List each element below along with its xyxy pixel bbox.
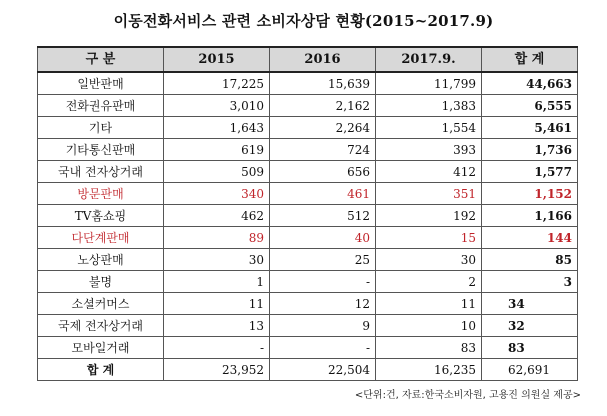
row-category: 방문판매 (38, 183, 164, 205)
total-row-label: 합 계 (38, 359, 164, 381)
row-value-2016: - (270, 271, 376, 293)
row-value-2015: 619 (164, 139, 270, 161)
header-category: 구 분 (38, 47, 164, 72)
consultation-table (37, 46, 578, 381)
table-body (38, 72, 578, 359)
row-value-2017: 1,554 (376, 117, 482, 139)
row-category: 국내 전자상거래 (38, 161, 164, 183)
table-row (38, 293, 578, 315)
header-2015: 2015 (164, 47, 270, 72)
page-title: 이동전화서비스 관련 소비자상담 현황(2015~2017.9) (113, 12, 494, 30)
row-total: 1,736 (482, 139, 578, 161)
row-value-2016: 40 (270, 227, 376, 249)
header-2016: 2016 (270, 47, 376, 72)
row-total: 83 (482, 337, 578, 359)
table-row (38, 227, 578, 249)
source-note: <단위:건, 자료:한국소비자원, 고용진 의원실 제공> (354, 390, 581, 401)
header-2017: 2017.9. (376, 47, 482, 72)
grand-total: 62,691 (482, 359, 578, 381)
row-category: 노상판매 (38, 249, 164, 271)
table-row (38, 95, 578, 117)
row-value-2015: 1,643 (164, 117, 270, 139)
table-row (38, 117, 578, 139)
row-value-2016: 2,264 (270, 117, 376, 139)
row-total: 44,663 (482, 72, 578, 95)
row-value-2016: 656 (270, 161, 376, 183)
row-category: 전화권유판매 (38, 95, 164, 117)
row-value-2017: 11,799 (376, 72, 482, 95)
row-value-2016: 12 (270, 293, 376, 315)
row-value-2017: 10 (376, 315, 482, 337)
table-row (38, 139, 578, 161)
row-category: 기타통신판매 (38, 139, 164, 161)
table-row (38, 205, 578, 227)
row-value-2017: 1,383 (376, 95, 482, 117)
row-total: 3 (482, 271, 578, 293)
row-value-2016: 15,639 (270, 72, 376, 95)
row-total: 1,152 (482, 183, 578, 205)
row-value-2017: 351 (376, 183, 482, 205)
total-2016: 22,504 (270, 359, 376, 381)
row-value-2015: 89 (164, 227, 270, 249)
row-value-2016: 512 (270, 205, 376, 227)
row-value-2016: 724 (270, 139, 376, 161)
row-category: 일반판매 (38, 72, 164, 95)
table-header-row (38, 47, 578, 72)
row-value-2017: 2 (376, 271, 482, 293)
total-2015: 23,952 (164, 359, 270, 381)
table-total-row (38, 359, 578, 381)
row-total: 5,461 (482, 117, 578, 139)
table-row (38, 271, 578, 293)
row-value-2016: 461 (270, 183, 376, 205)
row-value-2017: 83 (376, 337, 482, 359)
total-2017: 16,235 (376, 359, 482, 381)
row-value-2015: 509 (164, 161, 270, 183)
row-category: 국제 전자상거래 (38, 315, 164, 337)
row-total: 6,555 (482, 95, 578, 117)
row-category: 소셜커머스 (38, 293, 164, 315)
row-value-2015: 3,010 (164, 95, 270, 117)
row-value-2015: 1 (164, 271, 270, 293)
table-row (38, 161, 578, 183)
row-category: TV홈쇼핑 (38, 205, 164, 227)
row-value-2015: 462 (164, 205, 270, 227)
row-category: 다단계판매 (38, 227, 164, 249)
table-row (38, 315, 578, 337)
row-total: 32 (482, 315, 578, 337)
row-value-2015: 340 (164, 183, 270, 205)
row-total: 34 (482, 293, 578, 315)
row-value-2016: 25 (270, 249, 376, 271)
row-value-2015: 11 (164, 293, 270, 315)
row-value-2016: 9 (270, 315, 376, 337)
table-row (38, 72, 578, 95)
table-row (38, 183, 578, 205)
table-row (38, 337, 578, 359)
row-value-2016: - (270, 337, 376, 359)
row-total: 1,166 (482, 205, 578, 227)
row-value-2015: 30 (164, 249, 270, 271)
row-category: 모바일거래 (38, 337, 164, 359)
row-value-2017: 30 (376, 249, 482, 271)
row-total: 85 (482, 249, 578, 271)
row-total: 1,577 (482, 161, 578, 183)
row-value-2015: 13 (164, 315, 270, 337)
row-value-2015: - (164, 337, 270, 359)
row-category: 불명 (38, 271, 164, 293)
row-value-2015: 17,225 (164, 72, 270, 95)
row-value-2017: 192 (376, 205, 482, 227)
header-total: 합 계 (482, 47, 578, 72)
row-category: 기타 (38, 117, 164, 139)
row-value-2017: 15 (376, 227, 482, 249)
row-total: 144 (482, 227, 578, 249)
row-value-2016: 2,162 (270, 95, 376, 117)
row-value-2017: 412 (376, 161, 482, 183)
table-row (38, 249, 578, 271)
row-value-2017: 11 (376, 293, 482, 315)
row-value-2017: 393 (376, 139, 482, 161)
